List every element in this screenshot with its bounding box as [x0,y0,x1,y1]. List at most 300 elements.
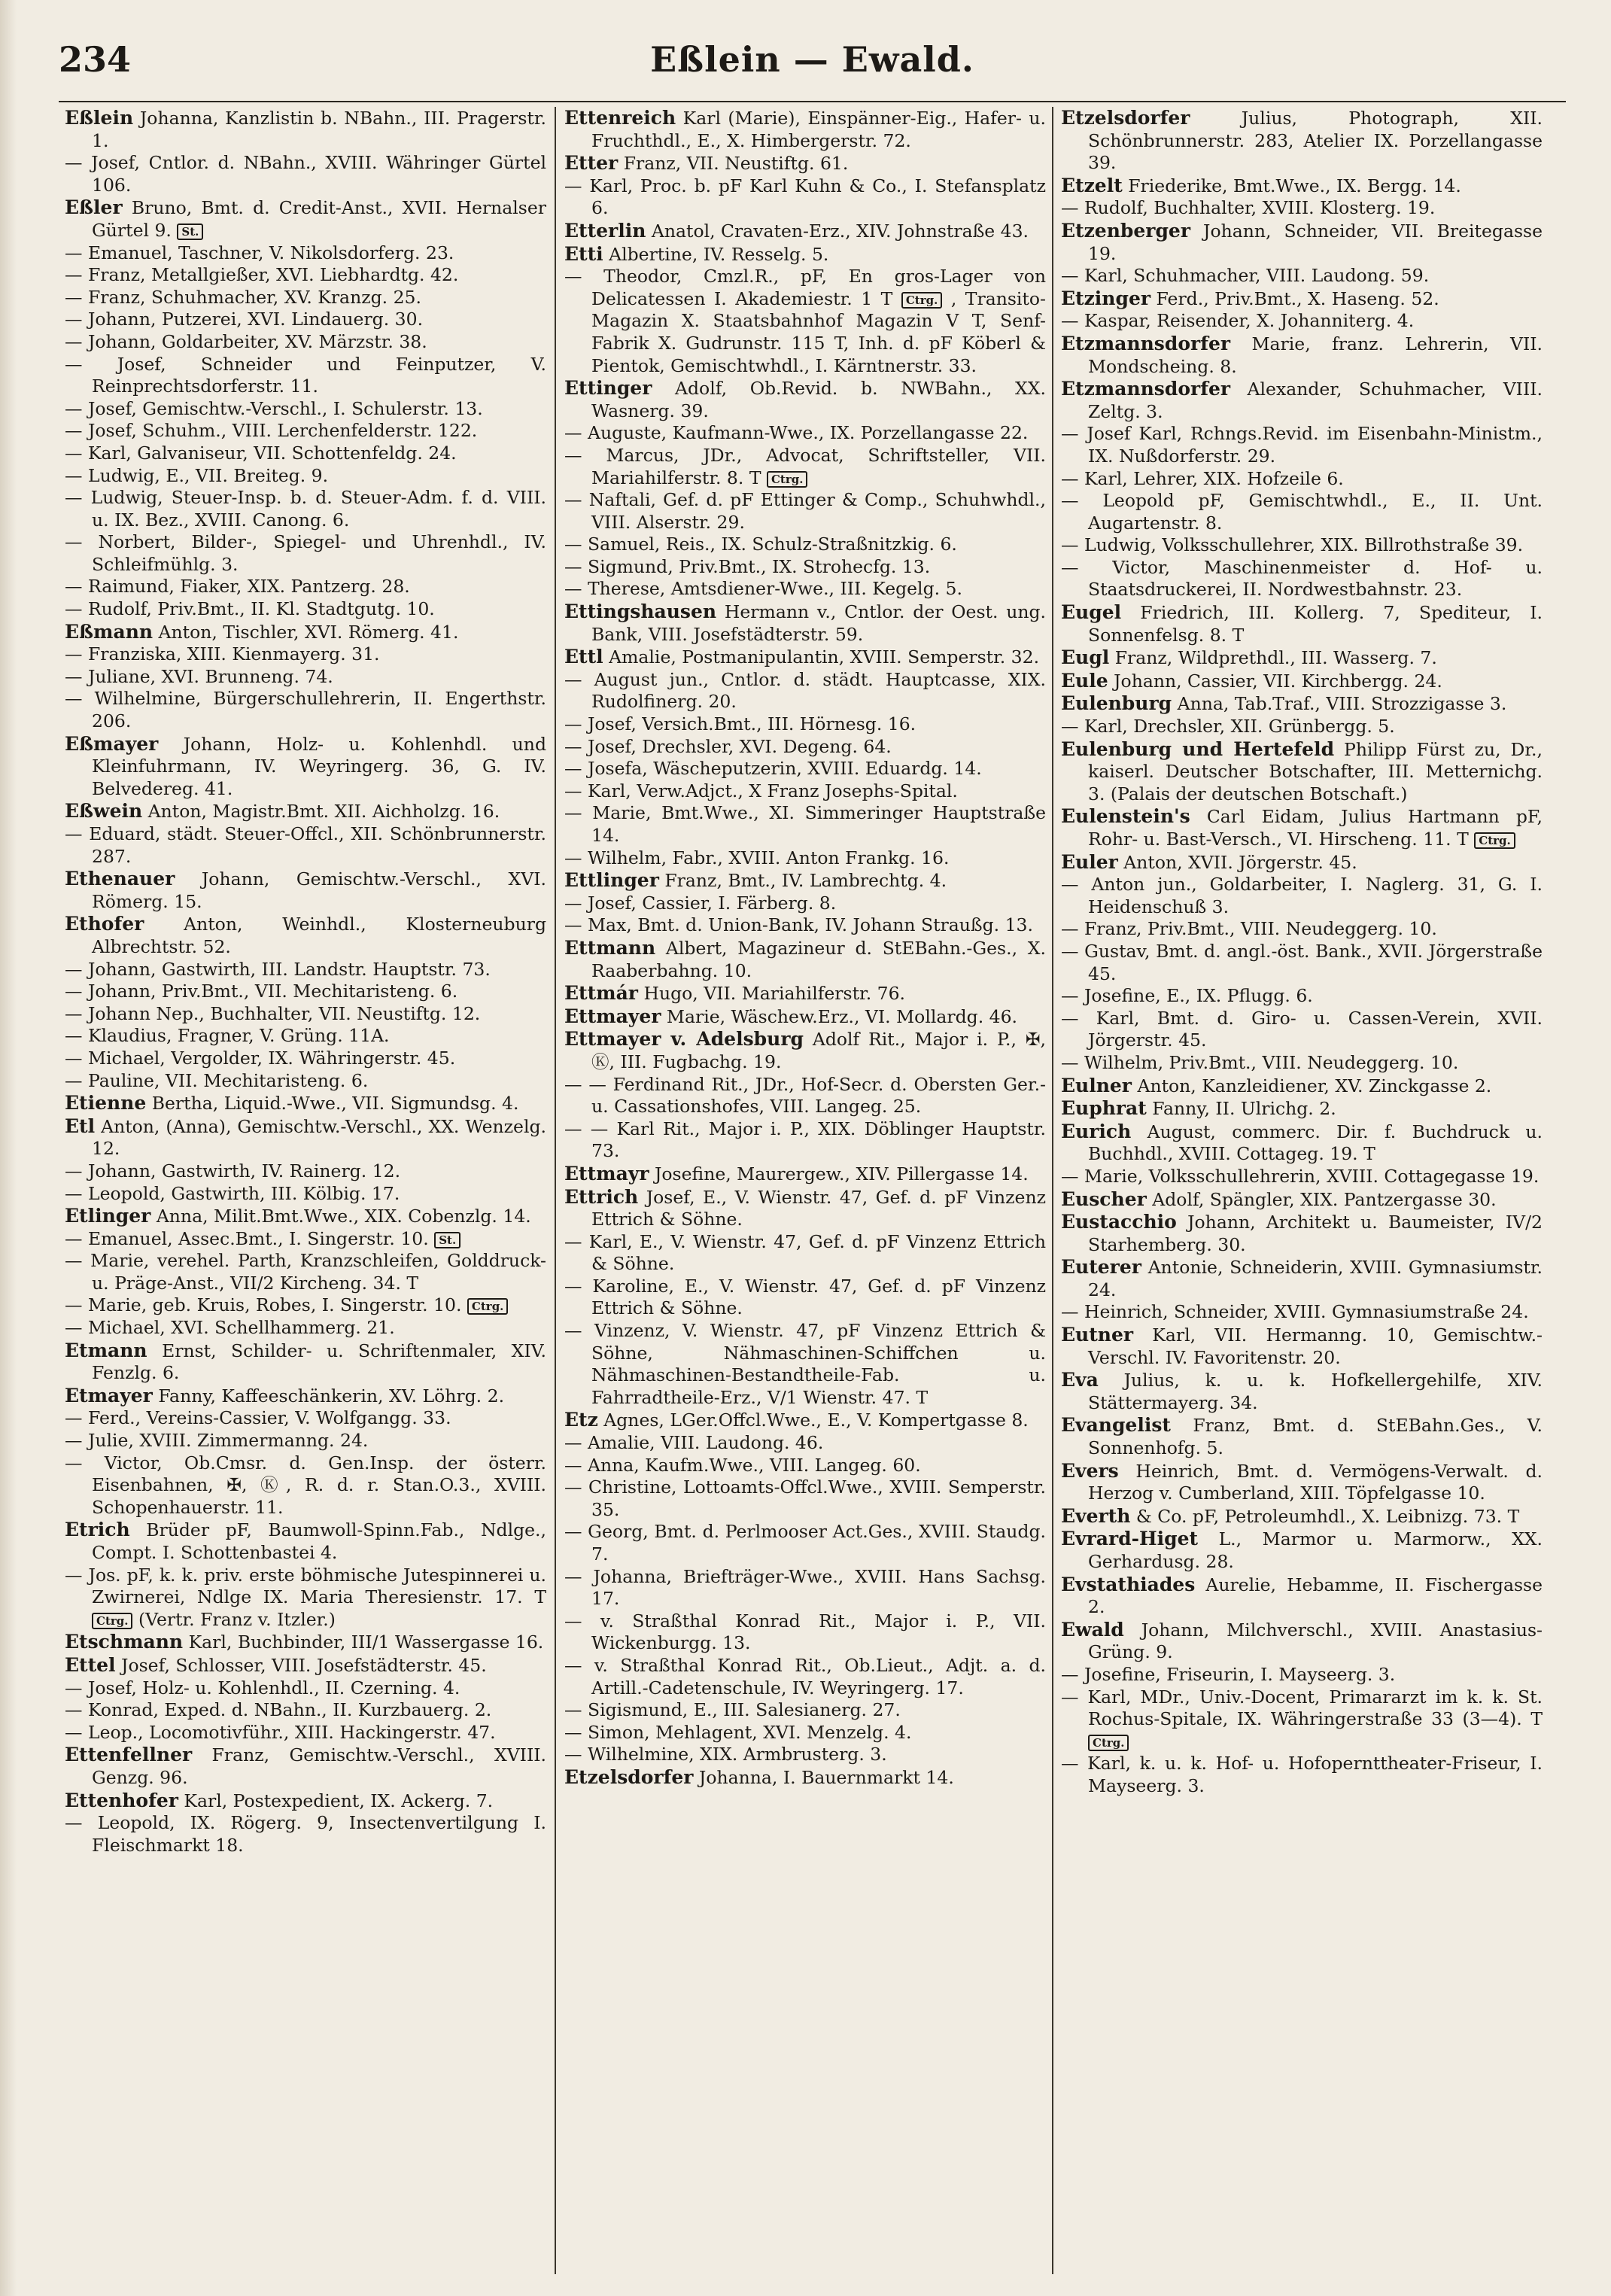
directory-entry [65,1115,546,1160]
entry-surname: Eßmayer [65,732,159,755]
directory-entry [564,937,1046,982]
entry-details: — Josefine, E., IX. Pflugg. 6. [1061,985,1313,1007]
directory-entry [1061,1753,1543,1797]
entry-details: Agnes, LGer.Offcl.Wwe., E., V. Kompertgasse 8. [603,1410,1029,1431]
directory-entry [564,1231,1046,1276]
entry-surname: Ettl [564,646,603,668]
directory-entry [564,175,1046,220]
entry-details: — Josefa, Wäscheputzerin, XVIII. Eduardg. 14. [564,758,982,780]
page-number: 234 [59,39,132,80]
directory-entry [65,1452,546,1519]
entry-details: — Josef, Schuhm., VIII. Lerchenfelderstr. 122. [65,420,478,442]
entry-surname: Etlinger [65,1205,151,1227]
entry-details: — Konrad, Exped. d. NBahn., II. Kurzbauerg. 2. [65,1699,492,1721]
entry-surname: Evrard-Higet [1061,1528,1199,1550]
directory-entry [564,914,1046,937]
entry-details: — Johann, Priv.Bmt., VII. Mechitaristeng. 6. [65,981,458,1002]
directory-entry [1061,197,1543,220]
entry-surname: Evangelist [1061,1414,1171,1437]
entry-details: — Johann, Gastwirth, III. Landstr. Hauptstr. 73. [65,958,491,980]
directory-entry [65,959,546,981]
directory-entry [564,1521,1046,1565]
entry-surname: Ettmayr [564,1162,649,1184]
entry-details: — Wilhelm, Fabr., XVIII. Anton Frankg. 16. [564,847,950,868]
directory-entry [65,1003,546,1026]
directory-entry [1061,1008,1543,1052]
entry-details: — Kaspar, Reisender, X. Johanniterg. 4. [1061,310,1415,332]
page-header [59,33,1566,101]
entry-details: Fanny, Kaffeeschänkerin, XV. Löhrg. 2. [158,1385,505,1406]
directory-entry [564,489,1046,534]
entry-details: Franz, Gemischtw.-Verschl., XVIII. Genzg. 96. [92,1744,546,1788]
column-2 [564,107,1046,1790]
entry-surname: Etz [564,1409,598,1431]
directory-entry [1061,1075,1543,1098]
directory-entry [65,868,546,913]
directory-entry [1061,985,1543,1008]
entry-details: Anton, XVII. Jörgerstr. 45. [1123,851,1357,873]
entry-details: — Karl, Lehrer, XIX. Hofzeile 6. [1061,467,1344,489]
entry-details: — Karl, Drechsler, XII. Grünbergg. 5. [1061,716,1395,737]
entry-surname: Ethofer [65,913,144,935]
directory-entry [1061,738,1543,806]
column-divider-1 [555,107,556,2274]
entry-details: — Christine, Lottoamts-Offcl.Wwe., XVIII. Semperstr. 35. [564,1476,1046,1520]
directory-entry [564,646,1046,669]
directory-entry [564,1276,1046,1320]
entry-details: Josefine, Maurergew., XIV. Pillergasse 14. [654,1163,1029,1184]
directory-entry [65,1677,546,1700]
entry-details: — — Karl Rit., Major i. P., XIX. Döblinger Hauptstr. 73. [564,1118,1046,1162]
entry-details: — Ludwig, Steuer-Insp. b. d. Steuer-Adm. f. d. VIII. u. IX. Bez., XVIII. Canong. 6. [65,487,546,531]
entry-details: — Raimund, Fiaker, XIX. Pantzerg. 28. [65,576,410,598]
directory-entry [65,196,546,242]
directory-entry [564,1028,1046,1073]
entry-surname: Etzmannsdorfer [1061,378,1231,400]
directory-entry [564,1432,1046,1455]
entry-surname: Ettenhofer [65,1789,178,1811]
directory-entry [65,107,546,152]
directory-entry [65,800,546,823]
entry-details: Karl, Postexpedient, IX. Ackerg. 7. [184,1790,494,1811]
directory-entry [1061,874,1543,918]
entry-surname: Euterer [1061,1256,1141,1279]
entry-details: — Marie, geb. Kruis, Robes, I. Singerstr. 10. [65,1294,462,1316]
directory-entry [564,1163,1046,1186]
entry-details: Franz, Bmt. d. StEBahn.Ges., V. Sonnenhofg. 5. [1088,1415,1543,1459]
directory-entry [564,266,1046,377]
directory-entry [1061,287,1543,311]
entry-details: Julius, Photograph, XII. Schönbrunnerstr. 283, Atelier IX. Porzellangasse 39. [1088,108,1543,174]
entry-details: Karl, VII. Hermanng. 10, Gemischtw.-Verschl. IV. Favoritenstr. 20. [1088,1324,1543,1368]
entry-details: Julius, k. u. k. Hofkellergehilfe, XIV. Stättermayerg. 34. [1088,1370,1543,1413]
entry-details: Hermann v., Cntlor. der Oest. ung. Bank, VIII. Josefstädterstr. 59. [591,601,1046,645]
entry-details: — Leopold pF, Gemischtwhdl., E., II. Unt. Augartenstr. 8. [1061,490,1543,534]
entry-details: — Heinrich, Schneider, XVIII. Gymnasiumstraße 24. [1061,1301,1529,1323]
entry-surname: Etter [564,152,619,175]
entry-details: Anton, Tischler, XVI. Römerg. 41. [158,621,459,643]
directory-entry [1061,175,1543,198]
entry-details: Adolf Rit., Major i. P., ✠, Ⓚ, III. Fugbachg. 19. [591,1029,1046,1072]
directory-entry [564,1655,1046,1699]
entry-details: — Josef, Cntlor. d. NBahn., XVIII. Währinger Gürtel 106. [65,152,546,196]
entry-details: Franz, Bmt., IV. Lambrechtg. 4. [664,870,947,892]
directory-entry [564,982,1046,1005]
entry-details: — Josef, Drechsler, XVI. Degeng. 64. [564,735,892,757]
entry-surname: Ettingshausen [564,601,717,623]
entry-surname: Evstathiades [1061,1573,1196,1595]
entry-surname: Etl [65,1115,96,1137]
entry-details: Friederike, Bmt.Wwe., IX. Bergg. 14. [1128,175,1461,196]
entry-details: — Josef, Gemischtw.-Verschl., I. Schulerstr. 13. [65,397,483,419]
directory-entry [65,152,546,196]
directory-entry [1061,1664,1543,1686]
directory-entry [564,847,1046,870]
entry-surname: Etmayer [65,1384,153,1406]
directory-entry [564,243,1046,266]
directory-entry [564,758,1046,780]
entry-details: — Eduard, städt. Steuer-Offcl., XII. Schönbrunnerstr. 287. [65,823,546,867]
entry-details: Brüder pF, Baumwoll-Spinn.Fab., Ndlge., Compt. I. Schottenbastei 4. [92,1519,546,1563]
directory-entry [564,780,1046,803]
entry-surname: Euler [1061,850,1118,873]
directory-entry [65,1250,546,1294]
directory-entry [65,1025,546,1048]
entry-surname: Ethenauer [65,868,175,890]
entry-details: — Johann Nep., Buchhalter, VII. Neustiftg. 12. [65,1002,481,1024]
directory-entry [564,736,1046,759]
entry-details: — Marie, verehel. Parth, Kranzschleifen, Golddruck- u. Präge-Anst., VII/2 Kircheng. 34. T [65,1250,546,1294]
entry-details: Ferd., Priv.Bmt., X. Haseng. 52. [1156,287,1439,309]
entry-details: — Emanuel, Taschner, V. Nikolsdorferg. 23. [65,242,454,263]
directory-entry [1061,534,1543,557]
directory-entry [564,1744,1046,1766]
entry-details: — Simon, Mehlagent, XVI. Menzelg. 4. [564,1721,912,1743]
directory-entry [564,869,1046,893]
entry-details: — Franziska, XIII. Kienmayerg. 31. [65,643,380,665]
directory-entry [1061,601,1543,646]
directory-entry [65,1631,546,1654]
directory-entry [564,152,1046,175]
entry-surname: Etzenberger [1061,219,1190,242]
entry-details: — Karoline, E., V. Wienstr. 47, Gef. d. pF Vinzenz Ettrich & Söhne. [564,1275,1046,1319]
entry-surname: Etzmannsdorfer [1061,332,1231,354]
entry-surname: Etrich [65,1519,130,1541]
entry-surname: Eulenburg [1061,692,1172,715]
entry-details: Albert, Magazineur d. StEBahn.-Ges., X. Raaberbahng. 10. [591,937,1046,981]
directory-entry [564,1074,1046,1118]
directory-entry [65,420,546,442]
entry-details: — Amalie, VIII. Laudong. 46. [564,1432,824,1454]
directory-entry [1061,378,1543,423]
entry-details: Johann, Milchverschl., XVIII. Anastasius-Grüng. 9. [1088,1619,1543,1663]
directory-entry [65,1699,546,1722]
column-3 [1061,107,1543,1798]
entry-surname: Ettenfellner [65,1744,193,1766]
directory-entry [65,442,546,465]
directory-entry [564,107,1046,152]
page-title: Eßlein — Ewald. [650,39,974,80]
directory-entry [1061,1097,1543,1121]
directory-entry [564,1186,1046,1231]
directory-entry [564,893,1046,915]
directory-entry [65,1385,546,1408]
entry-details: — August jun., Cntlor. d. städt. Hauptcasse, XIX. Rudolfinerg. 20. [564,668,1046,713]
entry-surname: Etzelsdorfer [1061,107,1190,129]
entry-details: — Marie, Volksschullehrerin, XVIII. Cottagegasse 19. [1061,1165,1540,1187]
directory-entry [65,531,546,576]
directory-entry [1061,490,1543,534]
directory-entry [1061,1369,1543,1414]
entry-surname: Eulner [1061,1074,1132,1096]
entry-details: — Anna, Kaufm.Wwe., VIII. Langeg. 60. [564,1454,921,1476]
directory-entry [1061,557,1543,601]
entry-surname: Eßmann [65,620,154,643]
entry-details: — Anton jun., Goldarbeiter, I. Naglerg. 31, G. I. Heidenschuß 3. [1061,874,1543,917]
entry-details: — Rudolf, Buchhalter, XVIII. Klosterg. 19. [1061,197,1436,219]
directory-entry [1061,423,1543,467]
directory-entry [1061,1324,1543,1369]
directory-entry [65,1340,546,1385]
directory-entry [65,1070,546,1093]
entry-details: — Josef, Holz- u. Kohlenhdl., II. Czerning. 4. [65,1677,461,1698]
directory-entry [65,1812,546,1857]
entry-surname: Ettel [65,1653,116,1676]
entry-details: — Karl, Schuhmacher, VIII. Laudong. 59. [1061,265,1430,287]
entry-surname: Etzinger [1061,287,1151,309]
entry-surname: Ettmayer [564,1005,661,1027]
directory-entry [65,354,546,398]
entry-details: — Vinzenz, V. Wienstr. 47, pF Vinzenz Ettrich & Söhne, Nähmaschinen-Schiffchen u. Nähmaschinen-Bestandtheile-Fab. u. Fahrradtheile-Erz., V/1 Wienstr. 47. T [564,1320,1046,1408]
directory-entry [65,1160,546,1183]
directory-entry [564,1409,1046,1432]
directory-entry [564,534,1046,556]
directory-entry [564,1610,1046,1655]
entry-details: — Michael, Vergolder, IX. Währingerstr. 45. [65,1047,456,1069]
entry-details: Bruno, Bmt. d. Credit-Anst., XVII. Hernalser Gürtel 9. [92,197,546,241]
directory-entry [1061,1414,1543,1459]
entry-details: — Josefine, Friseurin, I. Mayseerg. 3. [1061,1663,1396,1685]
directory-entry [1061,1052,1543,1075]
directory-entry [65,1565,546,1632]
entry-surname: Ettmann [564,936,656,959]
directory-entry [1061,716,1543,738]
entry-details: — Wilhelm, Priv.Bmt., VIII. Neudeggerg. 10. [1061,1051,1459,1073]
entry-details: — Marcus, JDr., Advocat, Schriftsteller, VII. Mariahilferstr. 8. T [564,444,1046,488]
directory-entry [564,422,1046,445]
entry-surname: Eßwein [65,800,143,823]
entry-details: — Samuel, Reis., IX. Schulz-Straßnitzkig. 6. [564,534,957,555]
column-divider-2 [1052,107,1053,2274]
entry-details: — Theodor, Cmzl.R., pF, En gros-Lager von Delicatessen I. Akademiestr. 1 T [564,266,1046,309]
entry-details: — Ludwig, Volksschullehrer, XIX. Billrothstraße 39. [1061,534,1524,556]
entry-details: — Auguste, Kaufmann-Wwe., IX. Porzellangasse 22. [564,422,1029,444]
directory-entry [564,556,1046,579]
directory-entry [564,802,1046,847]
directory-entry [1061,468,1543,491]
directory-entry [65,823,546,868]
entry-surname: Eulenstein's [1061,805,1190,828]
entry-details: Antonie, Schneiderin, XVIII. Gymnasiumstr. 24. [1088,1257,1543,1300]
entry-details: — Gustav, Bmt. d. angl.-öst. Bank., XVII. Jörgerstraße 45. [1061,940,1543,984]
entry-details: Anatol, Cravaten-Erz., XIV. Johnstraße 43. [651,220,1029,242]
entry-details: Carl Eidam, Julius Hartmann pF, Rohr- u. Bast-Versch., VI. Hirscheng. 11. T [1088,806,1543,850]
entry-details: — Pauline, VII. Mechitaristeng. 6. [65,1069,369,1091]
entry-surname: Eustacchio [1061,1211,1177,1233]
entry-details: — Karl, Bmt. d. Giro- u. Cassen-Verein, XVII. Jörgerstr. 45. [1061,1007,1543,1051]
header-rule [59,101,1566,102]
directory-entry [65,487,546,531]
entry-surname: Ewald [1061,1618,1124,1641]
directory-entry [564,220,1046,243]
entry-details: — Karl, MDr., Univ.-Docent, Primararzt im k. k. St. Rochus-Spitale, IX. Währingerstraße 33 (3—4). T [1061,1686,1543,1730]
directory-entry [1061,941,1543,985]
entry-details: — Wilhelmine, XIX. Armbrusterg. 3. [564,1744,887,1765]
directory-entry [65,576,546,598]
entry-details: Johanna, I. Bauernmarkt 14. [698,1766,954,1788]
entry-details: Anton, Magistr.Bmt. XII. Aichholzg. 16. [147,801,500,823]
entry-surname: Etschmann [65,1631,184,1653]
entry-surname: Etti [564,242,603,265]
entry-surname: Eulenburg und Hertefeld [1061,737,1335,760]
entry-surname: Ettmayer v. Adelsburg [564,1028,804,1051]
entry-details: L., Marmor u. Marmorw., XX. Gerhardusg. 28. [1088,1528,1543,1572]
directory-entry [1061,918,1543,941]
directory-entry [564,1320,1046,1409]
entry-surname: Etzelsdorfer [564,1765,694,1788]
directory-entry [1061,1166,1543,1188]
directory-entry [1061,220,1543,265]
entry-surname: Ettmár [564,982,638,1005]
entry-details: Karl, Buchbinder, III/1 Wassergasse 16. [188,1632,544,1653]
entry-details: — Josef, Cassier, I. Färberg. 8. [564,892,837,914]
entry-details: — Wilhelmine, Bürgerschullehrerin, II. Engerthstr. 206. [65,688,546,732]
directory-entry [65,1744,546,1789]
entry-details: Albertine, IV. Resselg. 5. [609,243,829,265]
entry-details: — Josef, Versich.Bmt., III. Hörnesg. 16. [564,713,916,735]
directory-entry [65,688,546,732]
entry-surname: Etmann [65,1339,147,1361]
entry-stamp: Ctrg. [901,292,942,309]
directory-entry [65,1092,546,1115]
entry-stamp: Ctrg. [1474,832,1515,849]
directory-entry [65,913,546,958]
entry-stamp: St. [177,224,203,240]
entry-details: Anton, Weinhdl., Klosterneuburg Albrechtstr. 52. [92,914,546,957]
directory-entry [1061,1686,1543,1753]
entry-details: — Leop., Locomotivführ., XIII. Hackingerstr. 47. [65,1721,496,1743]
entry-details: — Therese, Amtsdiener-Wwe., III. Kegelg. 5. [564,578,962,600]
directory-entry [65,981,546,1003]
entry-details: & Co. pF, Petroleumhdl., X. Leibnizg. 73. T [1135,1505,1520,1527]
directory-entry [65,264,546,287]
entry-surname: Etzelt [1061,174,1123,196]
directory-entry [1061,333,1543,378]
entry-details: Josef, Schlosser, VIII. Josefstädterstr. 45. [121,1654,487,1676]
directory-entry [1061,1301,1543,1324]
entry-details: — Johann, Gastwirth, IV. Rainerg. 12. [65,1160,401,1181]
entry-details: Marie, Wäschew.Erz., VI. Mollardg. 46. [666,1005,1018,1027]
entry-surname: Eßlein [65,107,134,129]
entry-details: — Julie, XVIII. Zimmermanng. 24. [65,1430,369,1452]
entry-surname: Eugl [1061,646,1110,669]
scan-edge-shadow [0,0,17,2296]
entry-details: — Rudolf, Priv.Bmt., II. Kl. Stadtgutg. 10. [65,598,435,620]
entry-details: Johann, Cassier, VII. Kirchbergg. 24. [1114,670,1442,692]
directory-entry [65,1722,546,1744]
directory-entry [564,377,1046,422]
entry-details: — Leopold, Gastwirth, III. Kölbig. 17. [65,1182,400,1204]
directory-entry [65,287,546,309]
directory-entry [65,1205,546,1228]
column-1 [65,107,546,1857]
directory-entry [65,598,546,621]
entry-details: — Karl, Proc. b. pF Karl Kuhn & Co., I. Stefansplatz 6. [564,175,1046,219]
entry-details: Franz, VII. Neustiftg. 61. [623,153,849,175]
entry-surname: Evers [1061,1459,1119,1482]
entry-surname: Ettenreich [564,107,676,129]
directory-entry [1061,1505,1543,1528]
directory-entry [564,1699,1046,1722]
entry-details: — Johanna, Briefträger-Wwe., XVIII. Hans Sachsg. 17. [564,1565,1046,1610]
entry-details: — Georg, Bmt. d. Perlmooser Act.Ges., XVIII. Staudg. 7. [564,1521,1046,1565]
entry-details: Franz, Wildprethdl., III. Wasserg. 7. [1114,647,1437,669]
directory-entry [65,1183,546,1206]
entry-details: — Michael, XVI. Schellhammerg. 21. [65,1317,395,1339]
entry-details: — v. Straßthal Konrad Rit., Major i. P., VII. Wickenburgg. 13. [564,1610,1046,1654]
entry-details: — Sigismund, E., III. Salesianerg. 27. [564,1699,901,1721]
entry-surname: Etterlin [564,219,646,242]
directory-entry [65,331,546,354]
directory-entry [65,242,546,265]
entry-details: — Victor, Ob.Cmsr. d. Gen.Insp. der österr. Eisenbahnen, ✠, Ⓚ, R. d. r. Stan.O.3., XVIII. Schopenhauerstr. 11. [65,1452,546,1518]
directory-entry [65,643,546,666]
entry-details: Bertha, Liquid.-Wwe., VII. Sigmundsg. 4. [151,1093,519,1115]
entry-details: — — Ferdinand Rit., JDr., Hof-Secr. d. Obersten Ger.- u. Cassationshofes, VIII. Langeg. 25. [564,1073,1046,1118]
directory-entry [1061,805,1543,850]
directory-entry [65,1430,546,1452]
directory-entry [1061,646,1543,670]
entry-stamp: Ctrg. [767,471,807,488]
entry-details: Johann, Schneider, VII. Breitegasse 19. [1088,220,1543,264]
entry-details: Fanny, II. Ulrichg. 2. [1152,1098,1336,1120]
entry-details: Friedrich, III. Kollerg. 7, Spediteur, I. Sonnenfelsg. 8. T [1088,602,1543,646]
entry-details: Philipp Fürst zu, Dr., kaiserl. Deutscher Botschafter, III. Metternichg. 3. (Palais der deutschen Botschaft.) [1088,738,1543,804]
entry-details: — Karl, k. u. k. Hof- u. Hofopernttheater-Friseur, I. Mayseerg. 3. [1061,1753,1543,1796]
directory-entry [1061,1256,1543,1301]
directory-entry [564,578,1046,601]
directory-entry [564,1005,1046,1029]
directory-entry [1061,107,1543,175]
entry-surname: Eutner [1061,1324,1134,1346]
directory-entry [65,733,546,801]
entry-details: Anna, Milit.Bmt.Wwe., XIX. Cobenzlg. 14. [156,1206,531,1227]
entry-stamp: St. [434,1232,461,1248]
entry-surname: Euscher [1061,1188,1147,1210]
entry-details: — Leopold, IX. Rögerg. 9, Insectenvertilgung I. Fleischmarkt 18. [65,1812,546,1856]
directory-entry [65,1048,546,1070]
entry-details: — Ludwig, E., VII. Breiteg. 9. [65,464,329,486]
entry-details: Johann, Gemischtw.-Verschl., XVI. Römerg. 15. [92,868,546,912]
entry-surname: Euphrat [1061,1097,1147,1120]
entry-surname: Eßler [65,196,123,219]
entry-details: Karl (Marie), Einspänner-Eig., Hafer- u. Fruchthdl., E., X. Himbergerstr. 72. [591,108,1046,151]
directory-entry [1061,1528,1543,1573]
entry-details: Hugo, VII. Mariahilferstr. 76. [643,983,906,1005]
entry-surname: Ettrich [564,1185,639,1208]
directory-entry [65,309,546,331]
directory-entry [1061,1121,1543,1166]
